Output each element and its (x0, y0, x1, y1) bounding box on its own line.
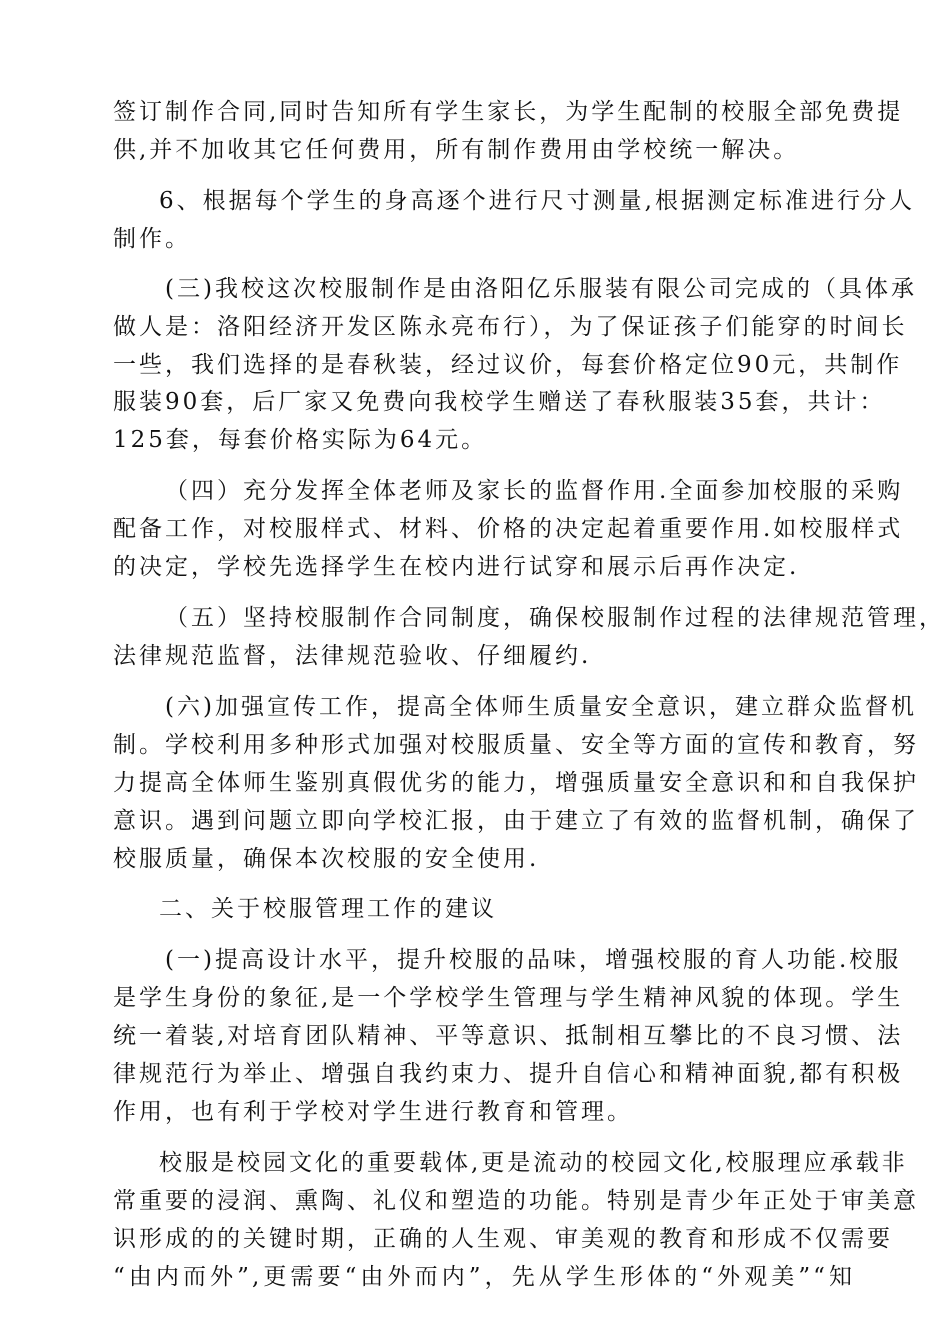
text-line: 校服质量，确保本次校服的安全使用. (113, 846, 540, 872)
text-line: (一)提高设计水平，提升校服的品味，增强校服的育人功能.校服 (165, 947, 902, 973)
text-line: （四）充分发挥全体老师及家长的监督作用.全面参加校服的采购 (165, 478, 904, 504)
text-line: 供,并不加收其它任何费用，所有制作费用由学校统一解决。 (113, 137, 800, 163)
text-line: 服装90套，后厂家又免费向我校学生赠送了春秋服装35套，共计： (113, 389, 886, 415)
text-line: 配备工作，对校服样式、材料、价格的决定起着重要作用.如校服样式 (113, 516, 904, 542)
text-line: 作用，也有利于学校对学生进行教育和管理。 (113, 1099, 633, 1125)
text-line: (六)加强宣传工作，提高全体师生质量安全意识，建立群众监督机 (165, 694, 917, 720)
text-line: 制。学校利用多种形式加强对校服质量、安全等方面的宣传和教育，努 (113, 732, 919, 758)
text-line: 识形成的的关键时期，正确的人生观、审美观的教育和形成不仅需要 (113, 1226, 893, 1252)
text-line: 常重要的浸润、熏陶、礼仪和塑造的功能。特别是青少年正处于审美意 (113, 1188, 919, 1214)
text-line: 意识。遇到问题立即向学校汇报，由于建立了有效的监督机制，确保了 (113, 808, 919, 834)
text-line: 6、根据每个学生的身高逐个进行尺寸测量,根据测定标准进行分人 (159, 188, 915, 214)
text-line: 125套，每套价格实际为64元。 (113, 427, 488, 453)
text-line: “由内而外”,更需要“由外而内”，先从学生形体的“外观美”“知 (113, 1264, 855, 1290)
text-line: 制作。 (113, 226, 191, 252)
text-line: 的决定，学校先选择学生在校内进行试穿和展示后再作决定. (113, 554, 800, 580)
text-line: 法律规范监督，法律规范验收、仔细履约. (113, 643, 592, 669)
text-line: 律规范行为举止、增强自我约束力、提升自信心和精神面貌,都有积极 (113, 1061, 904, 1087)
text-line: （五）坚持校服制作合同制度，确保校服制作过程的法律规范管理， (165, 605, 945, 631)
text-line: 校服是校园文化的重要载体,更是流动的校园文化,校服理应承载非 (159, 1150, 908, 1176)
text-line: 签订制作合同,同时告知所有学生家长，为学生配制的校服全部免费提 (113, 99, 904, 125)
text-line: 做人是：洛阳经济开发区陈永亮布行），为了保证孩子们能穿的时间长 (113, 314, 908, 340)
text-line: 力提高全体师生鉴别真假优劣的能力，增强质量安全意识和和自我保护 (113, 770, 919, 796)
text-line: 统一着装,对培育团队精神、平等意识、抵制相互攀比的不良习惯、法 (113, 1023, 904, 1049)
text-line: 是学生身份的象征,是一个学校学生管理与学生精神风貌的体现。学生 (113, 985, 904, 1011)
section-heading-text: 二、关于校服管理工作的建议 (159, 896, 497, 922)
text-line: 一些，我们选择的是春秋装，经过议价，每套价格定位90元，共制作 (113, 352, 903, 378)
text-line: (三)我校这次校服制作是由洛阳亿乐服装有限公司完成的（具体承 (165, 276, 917, 302)
